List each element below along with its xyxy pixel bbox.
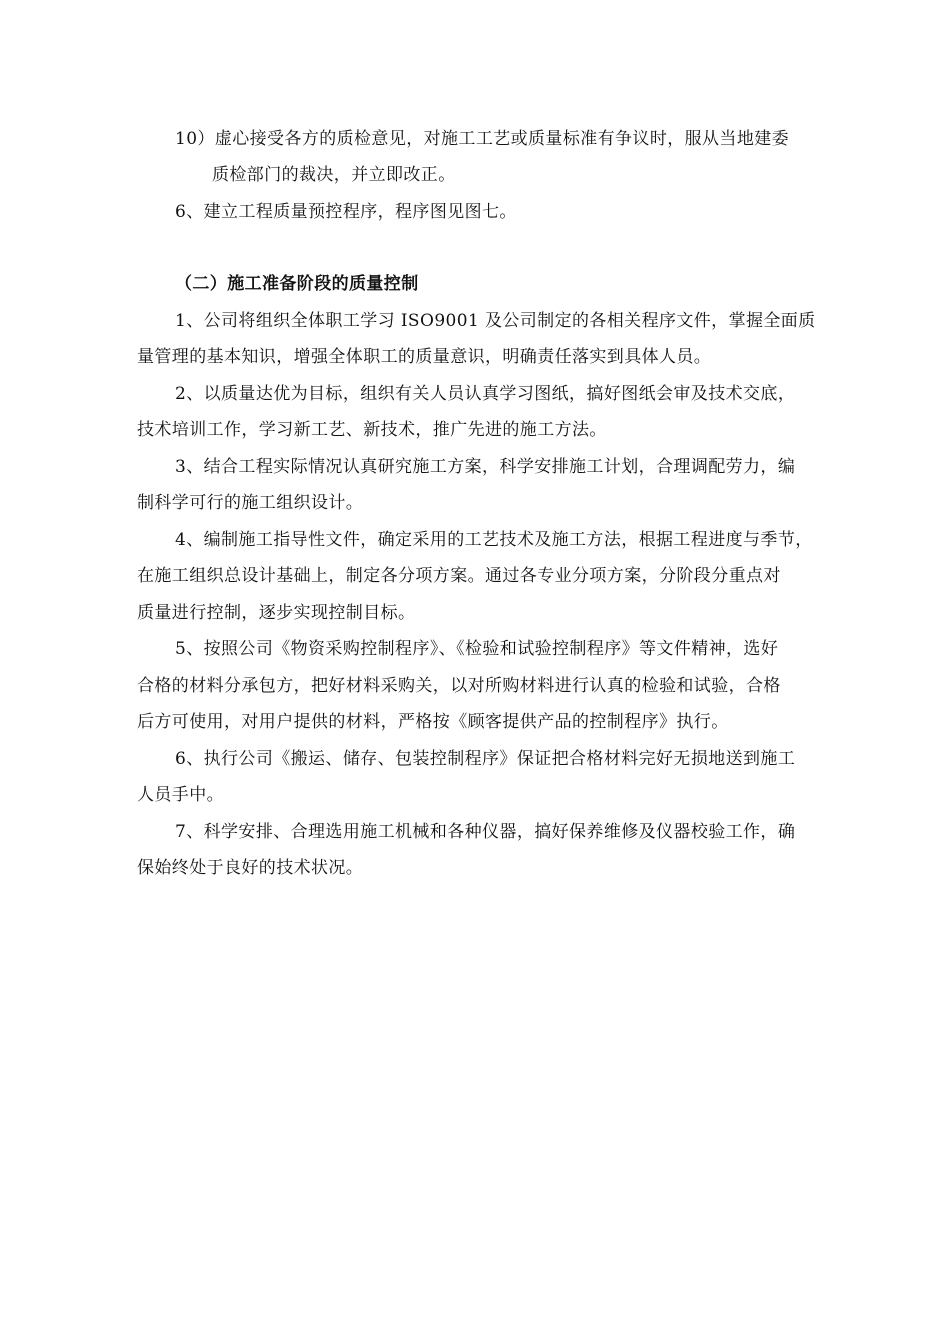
paragraph-3-line-2: 制科学可行的施工组织设计。 xyxy=(137,493,364,513)
paragraph-5-line-1: 5、按照公司《物资采购控制程序》、《检验和试验控制程序》等文件精神，选好 xyxy=(175,639,779,659)
paragraph-4-line-3: 质量进行控制，逐步实现控制目标。 xyxy=(137,603,416,623)
paragraph-4-line-1: 4、编制施工指导性文件，确定采用的工艺技术及施工方法，根据工程进度与季节， xyxy=(175,530,813,550)
paragraph-1-line-1: 1、公司将组织全体职工学习 ISO9001 及公司制定的各相关程序文件，掌握全面质 xyxy=(175,311,816,331)
paragraph-5-line-3: 后方可使用，对用户提供的材料，严格按《顾客提供产品的控制程序》执行。 xyxy=(137,712,729,732)
paragraph-2-line-2: 技术培训工作，学习新工艺、新技术，推广先进的施工方法。 xyxy=(137,420,607,440)
paragraph-2-line-1: 2、以质量达优为目标，组织有关人员认真学习图纸，搞好图纸会审及技术交底， xyxy=(175,384,796,404)
section-heading: （二）施工准备阶段的质量控制 xyxy=(175,274,419,294)
paragraph-5-line-2: 合格的材料分承包方，把好材料采购关，以对所购材料进行认真的检验和试验，合格 xyxy=(137,676,781,696)
paragraph-6-line-2: 人员手中。 xyxy=(137,785,224,805)
item-10-line-2: 质检部门的裁决，并立即改正。 xyxy=(212,165,456,185)
paragraph-7-line-2: 保始终处于良好的技术状况。 xyxy=(137,858,364,878)
item-6-procedure: 6、建立工程质量预控程序，程序图见图七。 xyxy=(175,202,517,222)
paragraph-1-line-2: 量管理的基本知识，增强全体职工的质量意识，明确责任落实到具体人员。 xyxy=(137,347,712,367)
paragraph-4-line-2: 在施工组织总设计基础上，制定各分项方案。通过各专业分项方案，分阶段分重点对 xyxy=(137,566,781,586)
item-10-line-1: 10）虚心接受各方的质检意见，对施工工艺或质量标准有争议时，服从当地建委 xyxy=(175,129,790,149)
paragraph-7-line-1: 7、科学安排、合理选用施工机械和各种仪器，搞好保养维修及仪器校验工作，确 xyxy=(175,822,796,842)
paragraph-6-line-1: 6、执行公司《搬运、储存、包装控制程序》保证把合格材料完好无损地送到施工 xyxy=(175,749,796,769)
paragraph-3-line-1: 3、结合工程实际情况认真研究施工方案，科学安排施工计划，合理调配劳力，编 xyxy=(175,457,796,477)
